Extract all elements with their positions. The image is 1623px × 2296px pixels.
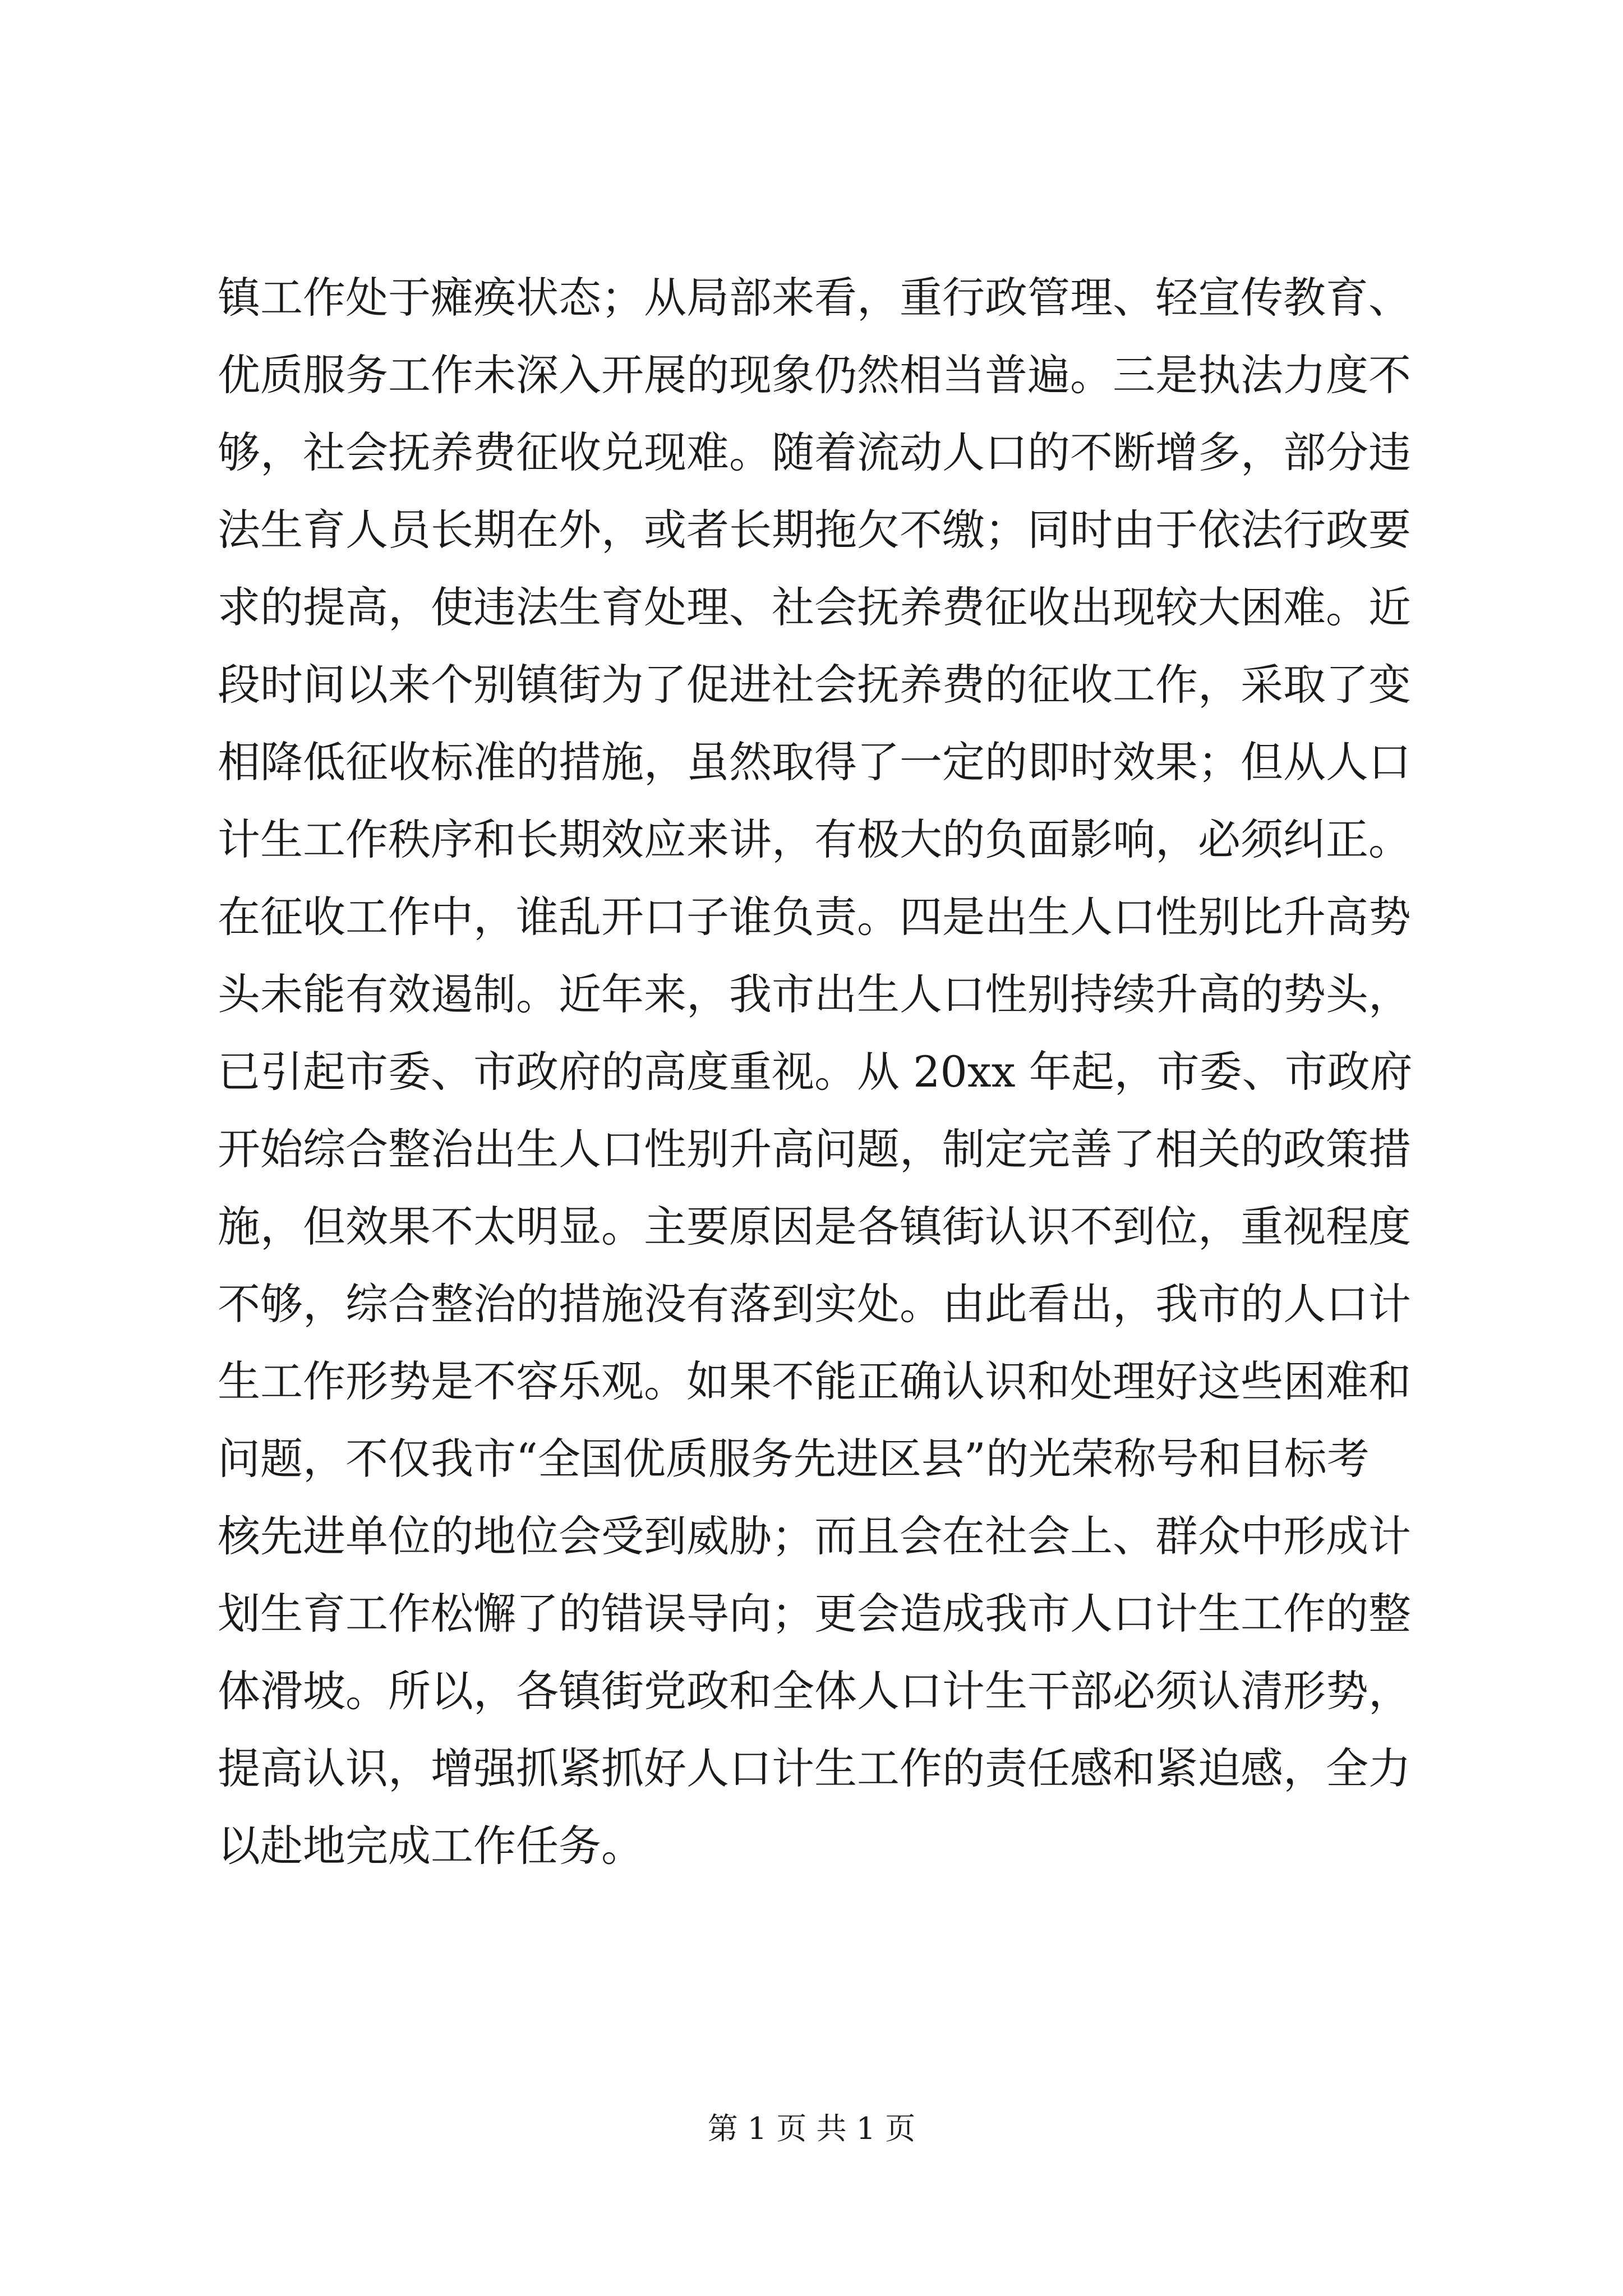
- text-line: 求的提高，使违法生育处理、社会抚养费征收出现较大困难。近: [218, 582, 1411, 632]
- text-line: 体滑坡。所以，各镇街党政和全体人口计生干部必须认清形势，: [218, 1666, 1411, 1716]
- text-line: 相降低征收标准的措施，虽然取得了一定的即时效果；但从人口: [218, 737, 1411, 787]
- text-line: 划生育工作松懈了的错误导向；更会造成我市人口计生工作的整: [218, 1589, 1411, 1639]
- text-line: 优质服务工作未深入开展的现象仍然相当普遍。三是执法力度不: [218, 350, 1411, 400]
- text-line: 段时间以来个别镇街为了促进社会抚养费的征收工作，采取了变: [218, 660, 1411, 710]
- text-line: 施，但效果不太明显。主要原因是各镇街认识不到位，重视程度: [218, 1202, 1411, 1251]
- text-line: 不够，综合整治的措施没有落到实处。由此看出，我市的人口计: [218, 1279, 1411, 1329]
- text-line: 已引起市委、市政府的高度重视。从 20xx 年起，市委、市政府: [218, 1047, 1413, 1097]
- body-paragraph: [218, 259, 1418, 1885]
- text-line: 够，社会抚养费征收兑现难。随着流动人口的不断增多，部分违: [218, 427, 1411, 477]
- text-line: 镇工作处于瘫痪状态；从局部来看，重行政管理、轻宣传教育、: [218, 273, 1411, 323]
- page-number-footer: 第 1 页 共 1 页: [707, 2111, 916, 2146]
- text-line: 问题，不仅我市“全国优质服务先进区县”的光荣称号和目标考: [218, 1434, 1370, 1484]
- text-line: 提高认识，增强抓紧抓好人口计生工作的责任感和紧迫感，全力: [218, 1743, 1411, 1793]
- text-line: 法生育人员长期在外，或者长期拖欠不缴；同时由于依法行政要: [218, 505, 1411, 555]
- text-line: 核先进单位的地位会受到威胁；而且会在社会上、群众中形成计: [218, 1511, 1411, 1561]
- text-line: 计生工作秩序和长期效应来讲，有极大的负面影响，必须纠正。: [218, 815, 1411, 864]
- text-line: 头未能有效遏制。近年来，我市出生人口性别持续升高的势头，: [218, 969, 1411, 1019]
- text-line: 开始综合整治出生人口性别升高问题，制定完善了相关的政策措: [218, 1124, 1411, 1174]
- text-line: 以赴地完成工作任务。: [218, 1821, 644, 1871]
- text-line: 在征收工作中，谁乱开口子谁负责。四是出生人口性别比升高势: [218, 892, 1411, 942]
- text-line: 生工作形势是不容乐观。如果不能正确认识和处理好这些困难和: [218, 1356, 1411, 1406]
